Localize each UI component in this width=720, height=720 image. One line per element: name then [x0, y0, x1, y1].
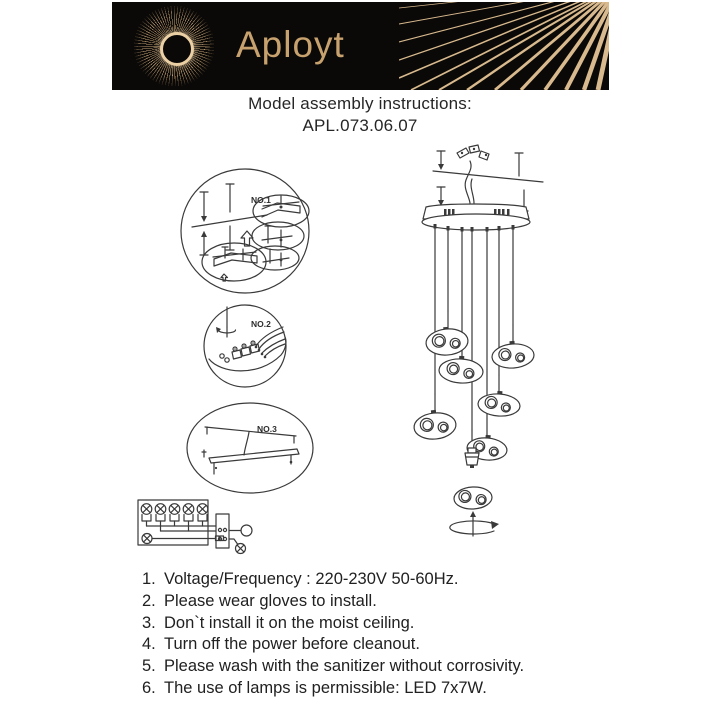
instruction-text: Voltage/Frequency : 220-230V 50-60Hz.	[164, 570, 459, 588]
instruction-text: The use of lamps is permissible: LED 7x7W.	[164, 678, 487, 697]
wiring-diagram	[138, 500, 252, 554]
lamp-symbol	[155, 504, 166, 521]
instruction-item	[142, 679, 612, 701]
detached-lamp-shade	[453, 486, 492, 510]
lamp-symbol	[236, 544, 246, 554]
lamp-shade	[477, 390, 521, 418]
step1-diagram	[181, 169, 309, 293]
lamp-symbol	[169, 504, 180, 521]
step1-label: NO.1	[251, 195, 271, 205]
lamp-symbol	[197, 504, 208, 521]
step3-label: NO.3	[257, 424, 277, 434]
step2-diagram	[204, 305, 286, 387]
instruction-number: 2.	[142, 591, 156, 610]
instruction-number: 4.	[142, 635, 156, 654]
model-number: APL.073.06.07	[302, 116, 418, 135]
instruction-item	[142, 614, 612, 636]
instruction-number: 3.	[142, 613, 156, 632]
lamp-shade	[491, 340, 535, 370]
instruction-item	[142, 657, 612, 679]
brand-banner	[112, 2, 609, 90]
instruction-item	[142, 592, 612, 614]
instruction-number: 1.	[142, 570, 156, 588]
lamp-shade	[412, 408, 457, 441]
instruction-number: 5.	[142, 657, 156, 676]
instruction-text: Please wash with the sanitizer without corrosivity.	[164, 657, 525, 676]
brand-name: Aployt	[236, 24, 345, 65]
instruction-item	[142, 570, 612, 592]
instruction-text: Please wear gloves to install.	[164, 591, 377, 610]
instruction-item	[142, 635, 612, 657]
step2-label: NO.2	[251, 319, 271, 329]
page-title: Model assembly instructions:	[248, 94, 472, 113]
step3-diagram	[187, 403, 313, 493]
rotation-arrow-icon	[450, 511, 499, 536]
pendant-lamp-diagram	[412, 145, 543, 536]
instruction-text: Don`t install it on the moist ceiling.	[164, 613, 415, 632]
instruction-number: 6.	[142, 678, 156, 697]
assembly-diagram	[0, 140, 720, 570]
instruction-list	[142, 570, 612, 701]
lamp-shade	[438, 355, 483, 384]
gold-rays-decoration	[399, 2, 609, 90]
lamp-symbol	[142, 534, 152, 544]
instruction-text: Turn off the power before cleanout.	[164, 635, 420, 654]
lamp-symbol	[183, 504, 194, 521]
starburst-center-ring	[160, 32, 194, 66]
lamp-symbol	[141, 504, 152, 521]
